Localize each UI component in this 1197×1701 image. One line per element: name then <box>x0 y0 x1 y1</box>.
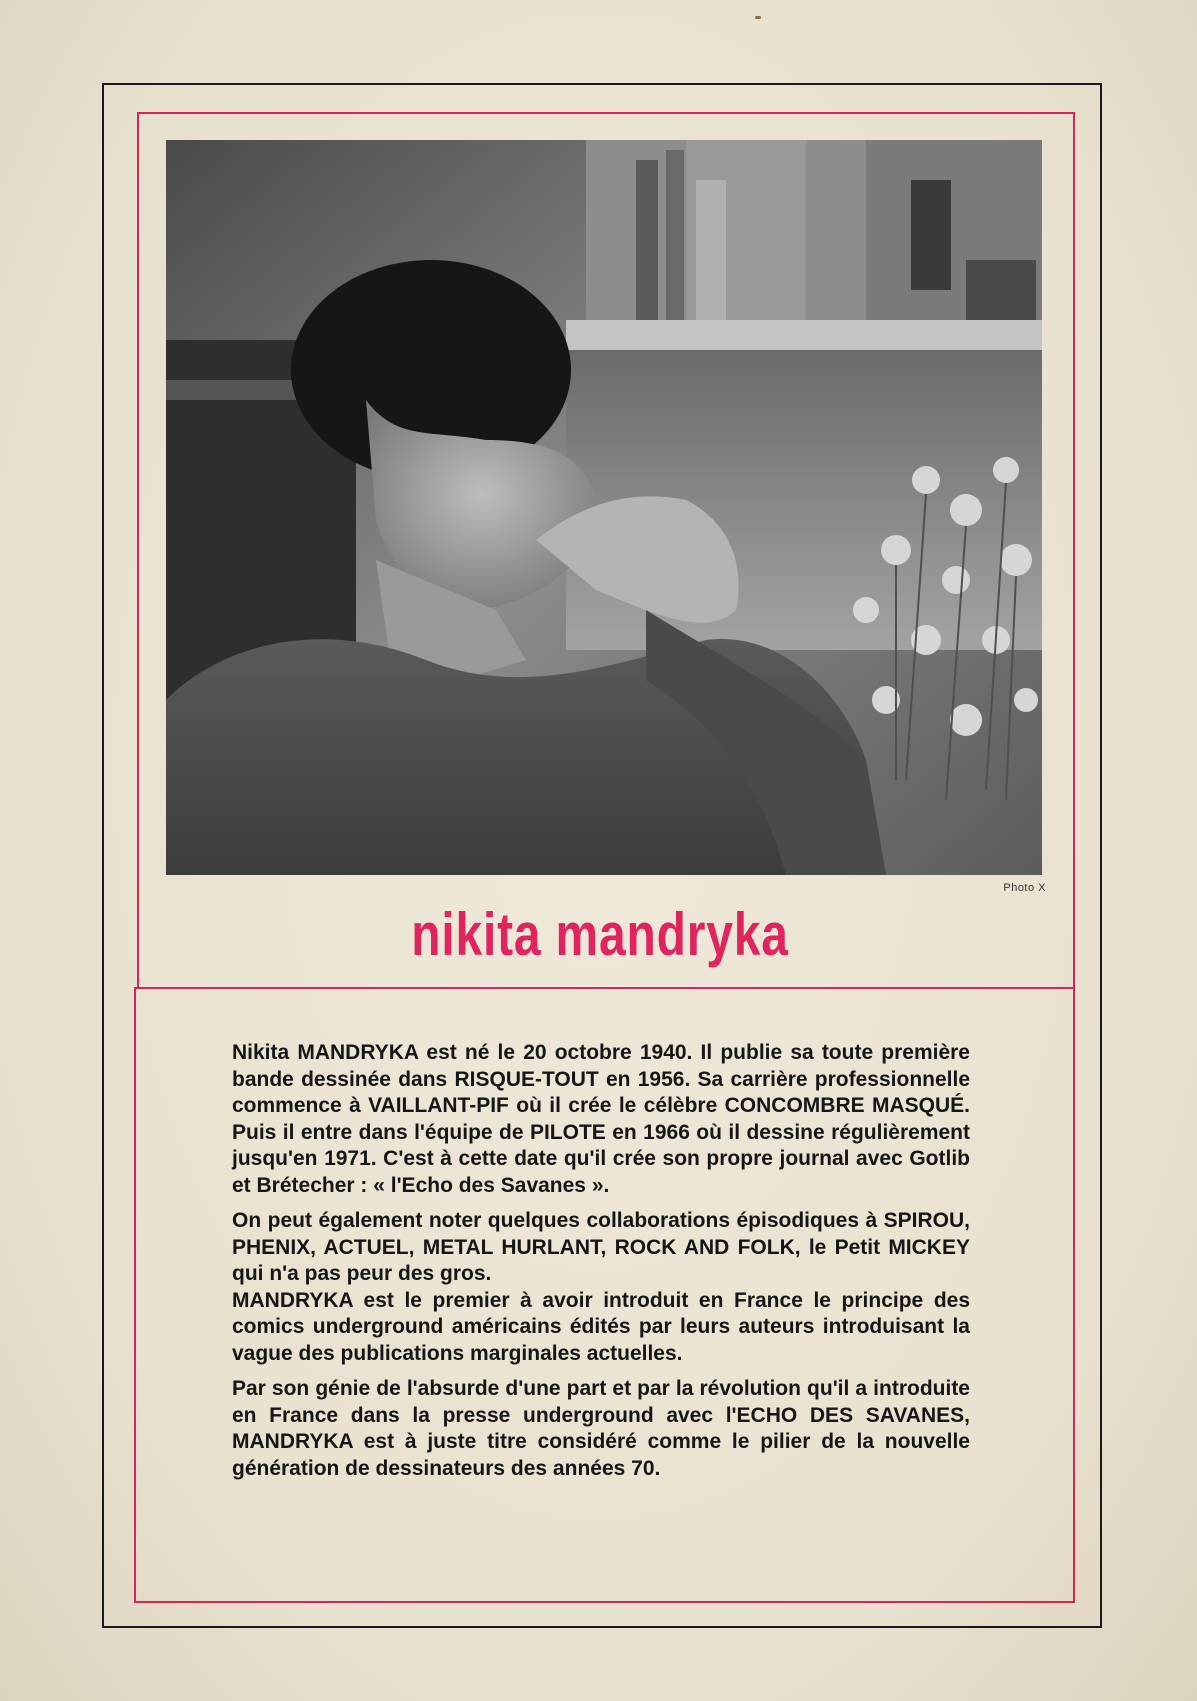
photo-credit: Photo X <box>1003 882 1046 894</box>
portrait-photo <box>166 140 1042 875</box>
biography-text <box>232 1040 970 1491</box>
biography-paragraph: Nikita MANDRYKA est né le 20 octobre 1940. Il publie sa toute première bande dessinée dans RISQUE-TOUT en 1956. Sa carrière professionnelle commence à VAILLANT-PIF où il crée le célèbre CONCOMBRE MASQUÉ. Puis il entre dans l'équipe de PILOTE en 1966 où il dessine régulièrement jusqu'en 1971. C'est à cette date qu'il crée son propre journal avec Gotlib et Brétecher : « l'Echo des Savanes ». <box>232 1041 970 1197</box>
biography-paragraph: Par son génie de l'absurde d'une part et par la révolution qu'il a introduite en France dans la presse underground avec l'ECHO DES SAVANES, MANDRYKA est à juste titre considéré comme le pilier de la nouvelle génération de dessinateurs des années 70. <box>232 1377 970 1480</box>
page-title: nikita mandryka <box>411 901 789 968</box>
biography-paragraph: MANDRYKA est le premier à avoir introduit en France le principe des comics underground américains édités par leurs auteurs introduisant la vague des publications marginales actuelles. <box>232 1288 970 1365</box>
biography-paragraph: On peut également noter quelques collaborations épisodiques à SPIROU, PHENIX, ACTUEL, METAL HURLANT, ROCK AND FOLK, le Petit MICKEY qui n'a pas peur des gros. <box>232 1209 970 1285</box>
paper-speck <box>755 16 761 19</box>
